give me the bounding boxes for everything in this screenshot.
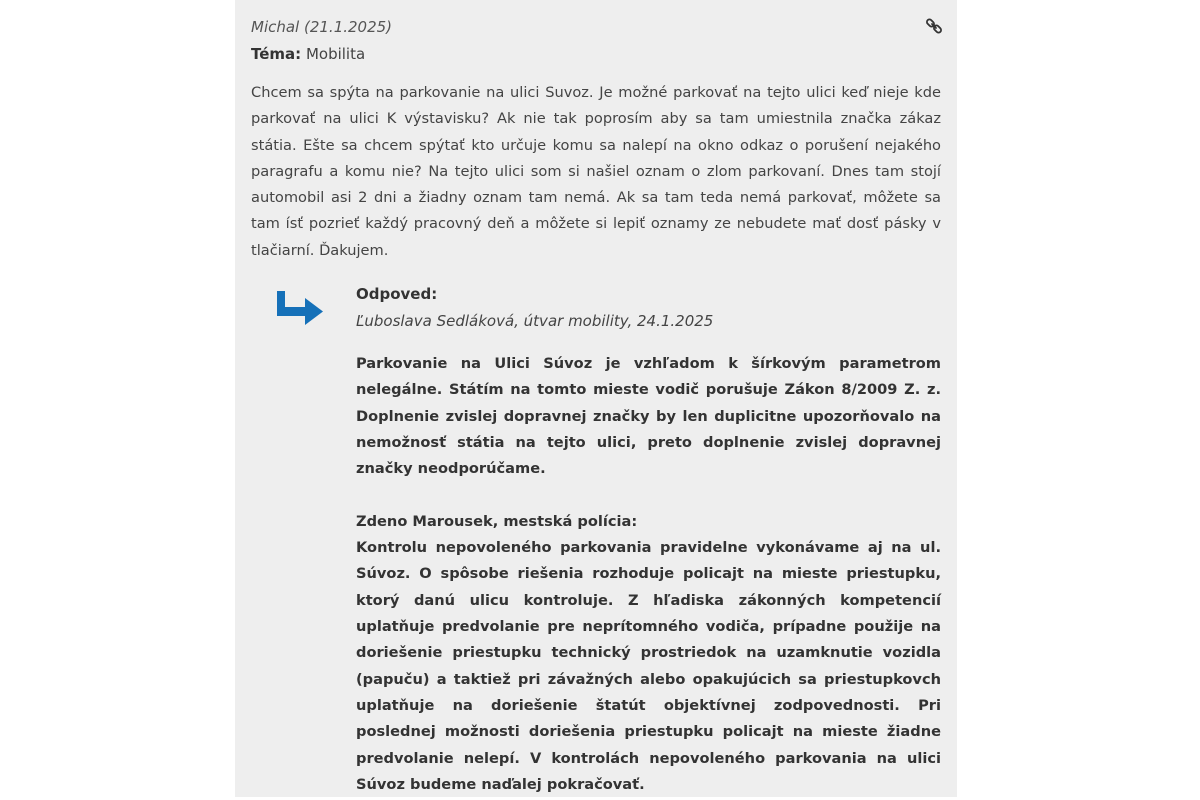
post-author-date: Michal (21.1.2025) bbox=[251, 18, 393, 36]
answer-paragraph-mobility: Parkovanie na Ulici Súvoz je vzhľadom k šírkovým parametrom nelegálne. Státím na tomto mieste vodič porušuje Zákon 8/2009 Z. z. Doplnenie zvislej dopravnej značky by len duplicitne upozorňovalo na nemožnosť státia na tejto ulici, preto doplnenie zvislej dopravnej značky neodporúčame. bbox=[356, 355, 941, 478]
reply-arrow-icon bbox=[274, 290, 324, 326]
answer-label: Odpoved: bbox=[356, 285, 438, 304]
link-icon[interactable] bbox=[925, 17, 943, 35]
answer-block bbox=[251, 281, 941, 798]
police-heading: Zdeno Marousek, mestská polícia: bbox=[356, 512, 638, 530]
answer-paragraph-police: Kontrolu nepovoleného parkovania pravidelne vykonávame aj na ul. Súvoz. O spôsobe riešenia rozhoduje policajt na mieste priestupku, ktorý danú ulicu kontroluje. Z hľadiska zákonných kompetencií uplatňuje predvolanie pre neprítomného vodiča, prípadne použije na doriešenie priestupku technický prostriedok na uzamknutie vozidla (papuču) a taktiež pri závažných alebo opakujúcich sa priestupkovch uplatňuje na doriešenie štatút objektívnej zodpovednosti. Pri poslednej možnosti doriešenia priestupku policajt na mieste žiadne predvolanie nelepí. V kontrolách nepovoleného parkovania na ulici Súvoz budeme naďalej pokračovať. bbox=[356, 539, 941, 793]
question-card bbox=[235, 0, 957, 797]
answer-text bbox=[356, 351, 941, 798]
question-text: Chcem sa spýta na parkovanie na ulici Suvoz. Je možné parkovať na tejto ulici keď nieje kde parkovať na ulici K výstavisku? Ak nie tak poprosím aby sa tam umiestnila značka zákaz státia. Ešte sa chcem spýtať kto určuje komu sa nalepí na okno odkaz o porušení nejakého paragrafu a komu nie? Na tejto ulici som si našiel oznam o zlom parkovaní. Dnes tam stojí automobil asi 2 dni a žiadny oznam tam nemá. Ak sa tam teda nemá parkovať, môžete sa tam ísť pozrieť každý pracovný deň a môžete si lepiť oznamy ze nebudete mať dosť pásky v tlačiarní. Ďakujem. bbox=[251, 84, 941, 259]
topic-value: Mobilita bbox=[305, 45, 366, 63]
post-topic bbox=[251, 41, 941, 68]
answer-author: Ľuboslava Sedláková, útvar mobility, 24.1.2025 bbox=[356, 312, 714, 331]
topic-label: Téma: bbox=[251, 45, 302, 63]
